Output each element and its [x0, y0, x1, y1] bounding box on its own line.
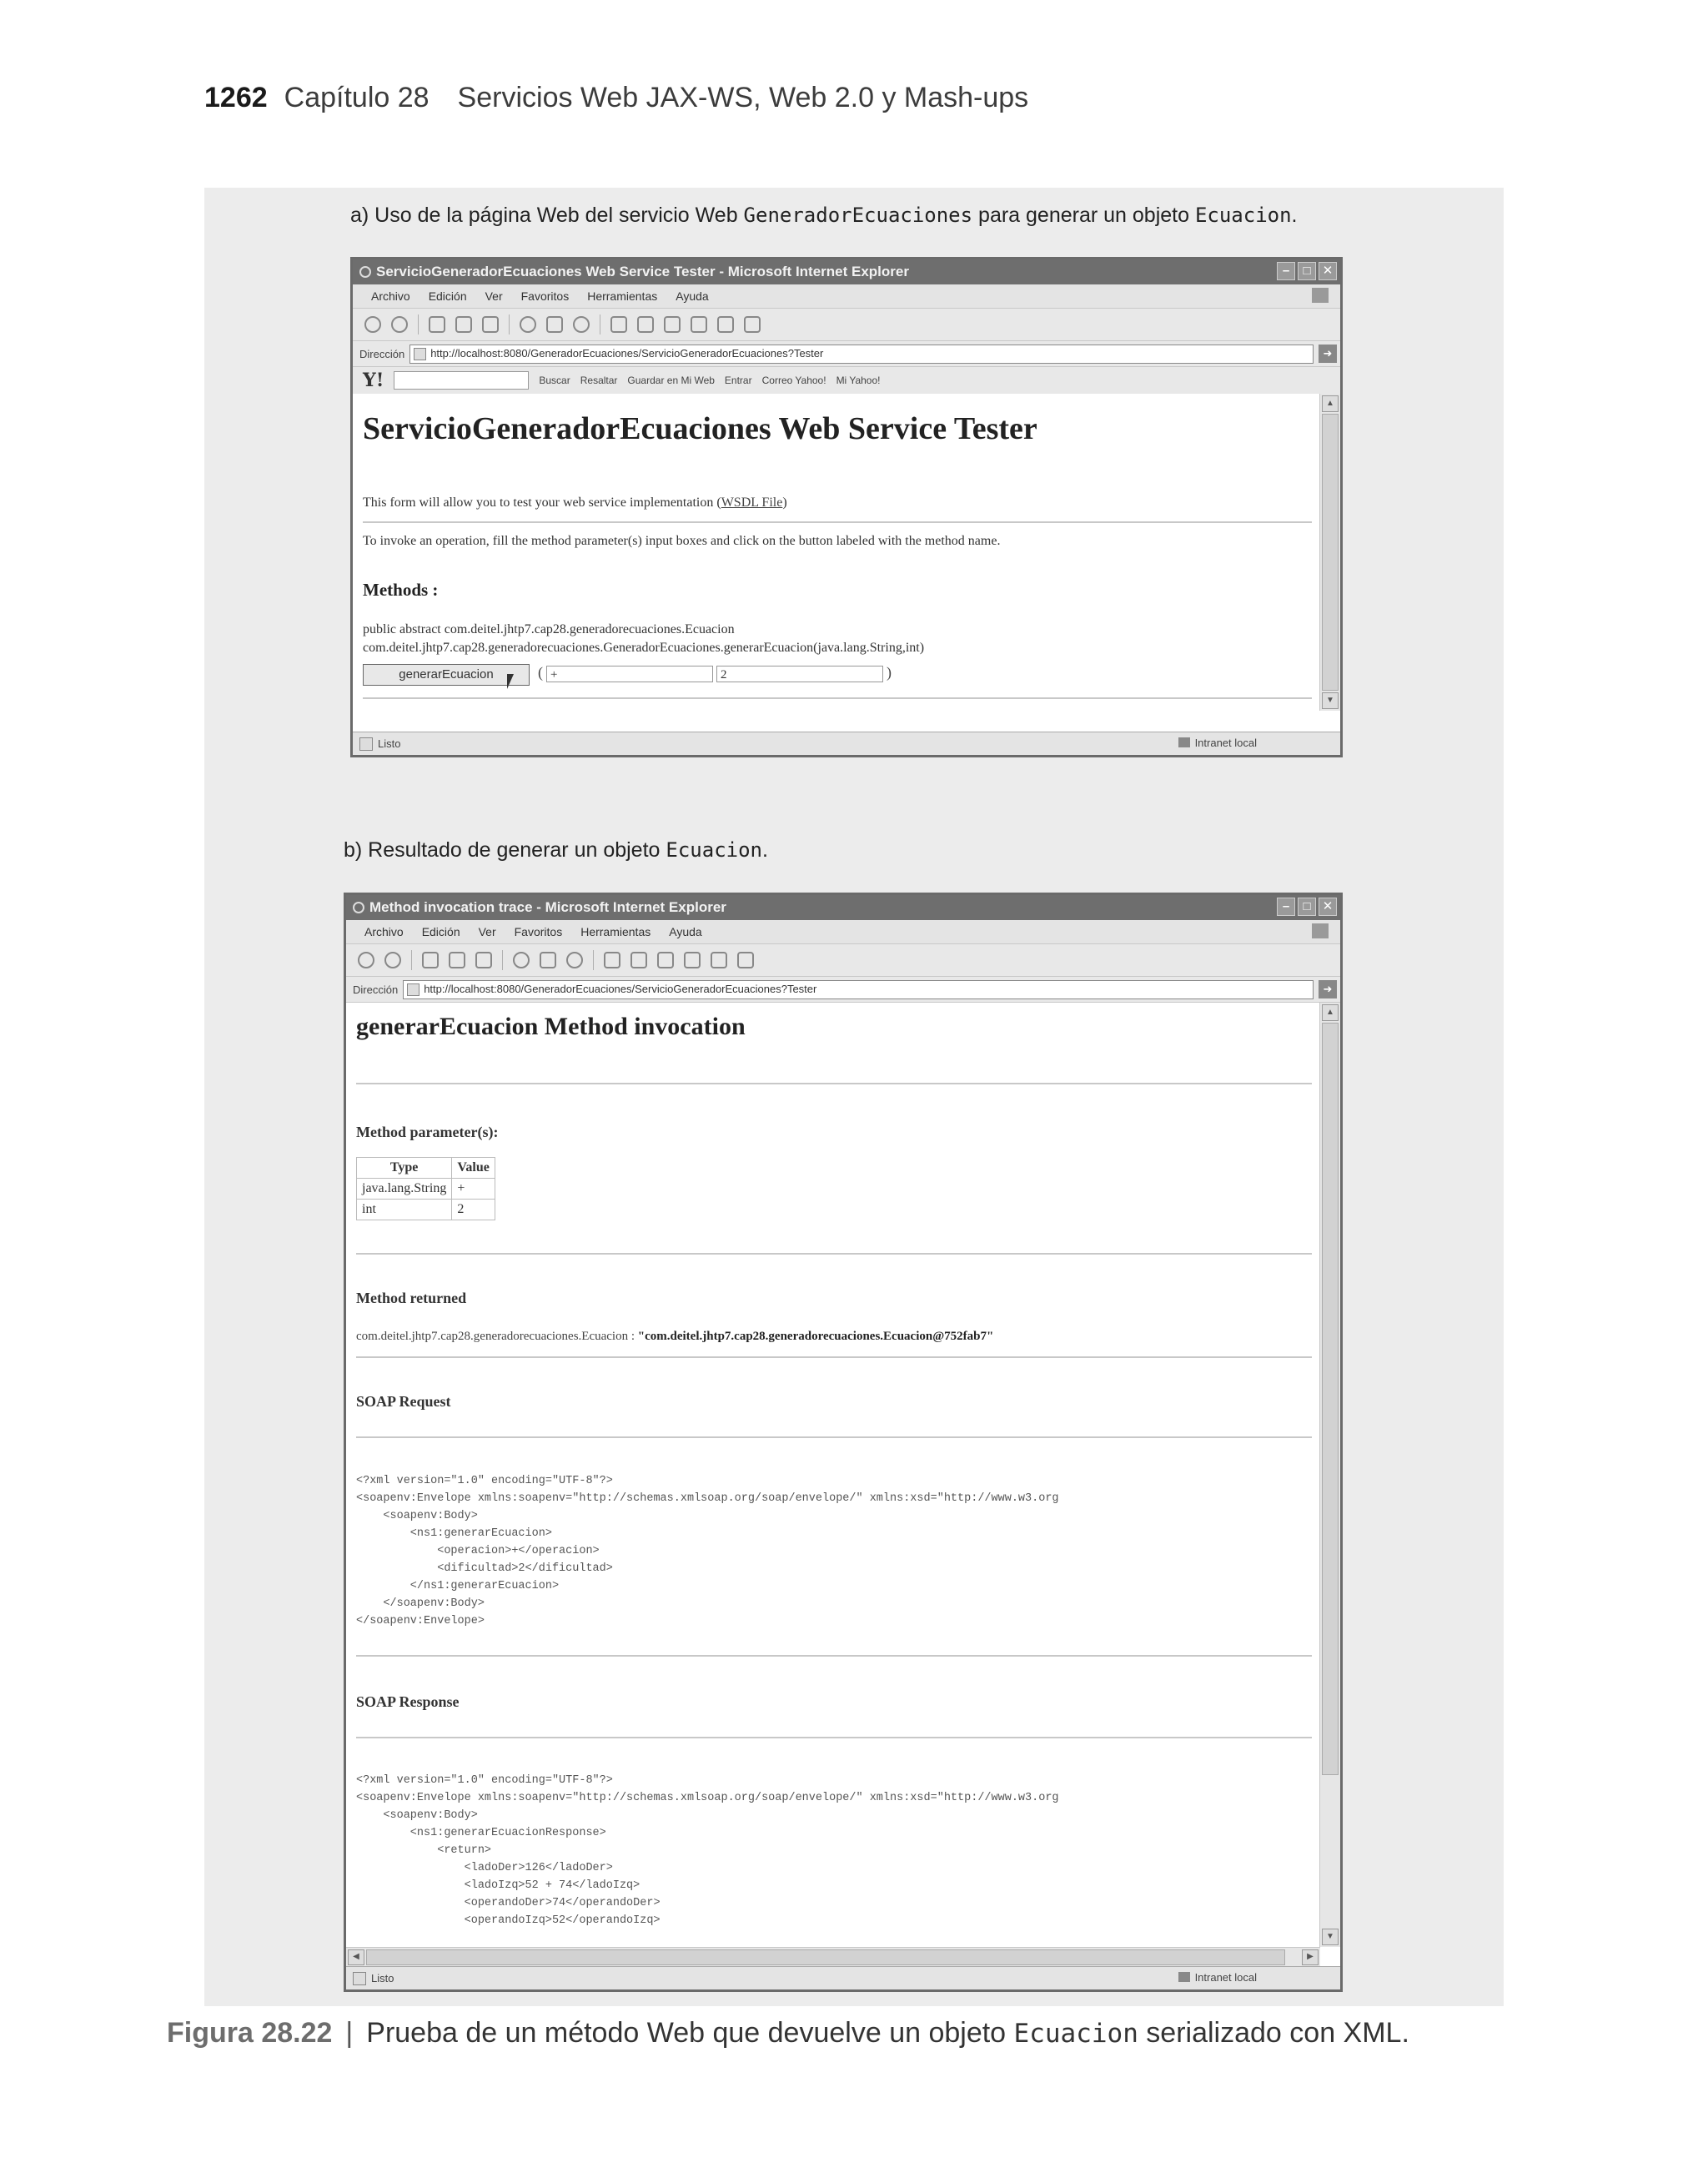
messenger-icon[interactable]	[711, 952, 727, 968]
minimize-icon[interactable]: –	[1277, 262, 1295, 280]
menu-bar	[353, 284, 1340, 309]
yahoo-my-yahoo[interactable]: Mi Yahoo!	[836, 375, 881, 386]
edit-icon[interactable]	[657, 952, 674, 968]
status-text: Listo	[378, 737, 401, 750]
yahoo-enter[interactable]: Entrar	[724, 375, 752, 386]
yahoo-highlight[interactable]: Resaltar	[580, 375, 618, 386]
mouse-cursor-icon	[507, 674, 518, 689]
soap-response-heading: SOAP Response	[356, 1693, 460, 1710]
intro-text: This form will allow you to test your web service implementation (WSDL File)	[363, 495, 787, 510]
menu-ver[interactable]: Ver	[485, 289, 503, 303]
method-signature-1: public abstract com.deitel.jhtp7.cap28.generadorecuaciones.Ecuacion	[363, 622, 735, 636]
refresh-icon[interactable]	[455, 316, 472, 333]
status-bar	[346, 1966, 1340, 1989]
close-icon[interactable]: ✕	[1319, 898, 1337, 916]
menu-archivo[interactable]: Archivo	[371, 289, 410, 303]
returned-heading: Method returned	[356, 1290, 467, 1306]
invocation-content	[346, 1003, 1320, 1947]
home-icon[interactable]	[475, 952, 492, 968]
address-label: Dirección	[353, 983, 399, 996]
address-bar	[346, 977, 1340, 1003]
ie-icon	[359, 266, 371, 278]
chapter-label: Capítulo 28	[284, 82, 430, 113]
menu-archivo[interactable]: Archivo	[364, 925, 404, 938]
invoke-instructions: To invoke an operation, fill the method parameter(s) input boxes and click on the button labeled with the method name.	[363, 534, 1001, 548]
maximize-icon[interactable]: □	[1298, 898, 1316, 916]
menu-edicion[interactable]: Edición	[428, 289, 467, 303]
favorites-icon[interactable]	[546, 316, 563, 333]
menu-favoritos[interactable]: Favoritos	[520, 289, 570, 303]
menu-ayuda[interactable]: Ayuda	[669, 925, 702, 938]
window-title: Method invocation trace - Microsoft Internet Explorer	[369, 899, 726, 915]
params-heading: Method parameter(s):	[356, 1124, 499, 1140]
page-icon	[414, 348, 426, 360]
history-icon[interactable]	[566, 952, 583, 968]
scroll-right-icon[interactable]: ▶	[1302, 1949, 1319, 1965]
menu-ver[interactable]: Ver	[478, 925, 496, 938]
search-icon[interactable]	[513, 952, 530, 968]
ie-icon	[353, 902, 364, 913]
maximize-icon[interactable]: □	[1298, 262, 1316, 280]
discuss-icon[interactable]	[691, 316, 707, 333]
messenger-icon[interactable]	[717, 316, 734, 333]
yahoo-search-input[interactable]	[394, 371, 529, 390]
vertical-scrollbar[interactable]	[1319, 394, 1340, 711]
refresh-icon[interactable]	[449, 952, 465, 968]
menu-bar	[346, 920, 1340, 944]
scroll-thumb[interactable]	[1322, 414, 1339, 691]
vertical-scrollbar[interactable]	[1319, 1003, 1340, 1947]
method-signature-2: com.deitel.jhtp7.cap28.generadorecuaciones.GeneradorEcuaciones.generarEcuacion(java.lang.String,int)	[363, 641, 925, 655]
table-row: int 2	[357, 1200, 495, 1220]
go-arrow-icon[interactable]: ➜	[1319, 980, 1337, 998]
windows-flag-icon	[1312, 923, 1329, 938]
methods-heading: Methods :	[363, 580, 439, 600]
yahoo-mail[interactable]: Correo Yahoo!	[761, 375, 826, 386]
print-icon[interactable]	[637, 316, 654, 333]
difficulty-input[interactable]: 2	[716, 666, 883, 682]
yahoo-toolbar	[353, 367, 1340, 395]
search-icon[interactable]	[520, 316, 536, 333]
address-bar	[353, 341, 1340, 367]
menu-edicion[interactable]: Edición	[421, 925, 460, 938]
stop-icon[interactable]	[422, 952, 439, 968]
browser-window-a	[350, 257, 1343, 757]
mail-icon[interactable]	[604, 952, 620, 968]
back-icon[interactable]	[358, 952, 374, 968]
page-status-icon	[359, 737, 373, 751]
menu-herramientas[interactable]: Herramientas	[587, 289, 658, 303]
page-title: generarEcuacion Method invocation	[356, 1013, 746, 1040]
figure-caption: Figura 28.22 | Prueba de un método Web que devuelve un objeto Ecuacion serializado con XML.	[167, 2017, 1409, 2049]
scroll-down-icon[interactable]: ▼	[1322, 692, 1339, 709]
window-title: ServicioGeneradorEcuaciones Web Service Tester - Microsoft Internet Explorer	[376, 264, 909, 279]
toolbar	[353, 309, 1340, 341]
close-icon[interactable]: ✕	[1319, 262, 1337, 280]
page-header	[204, 82, 1028, 114]
minimize-icon[interactable]: –	[1277, 898, 1295, 916]
soap-request-heading: SOAP Request	[356, 1393, 451, 1410]
forward-icon[interactable]	[384, 952, 401, 968]
table-row: java.lang.String +	[357, 1179, 495, 1200]
home-icon[interactable]	[482, 316, 499, 333]
address-label: Dirección	[359, 347, 405, 360]
research-icon[interactable]	[744, 316, 761, 333]
caption-b: b) Resultado de generar un objeto Ecuacion.	[344, 838, 768, 862]
security-zone: Intranet local	[1178, 1971, 1257, 1984]
scroll-left-icon[interactable]: ◀	[348, 1949, 364, 1965]
security-zone: Intranet local	[1178, 737, 1257, 749]
scroll-up-icon[interactable]: ▲	[1322, 395, 1339, 412]
toolbar	[346, 944, 1340, 977]
menu-herramientas[interactable]: Herramientas	[580, 925, 651, 938]
tester-content: ServicioGeneradorEcuaciones Web Service Tester This form will allow you to test your web service implementation (WSDL File) To invoke an operation, fill the method parameter(s) input boxes and click on the button labeled with the method name. Methods : public abstract com.deitel.jhtp7.cap28.generadorecuaciones.Ecuacion com.deitel.jhtp7.cap28.generadorecuaciones.GeneradorEcuaciones.generarEcuacion(java.lang.String,int) generarEcuacion ( + 2 )	[353, 394, 1320, 711]
yahoo-search-button[interactable]: Buscar	[539, 375, 570, 386]
figure-number: Figura 28.22	[167, 2017, 333, 2049]
windows-flag-icon	[1312, 288, 1329, 303]
status-bar	[353, 732, 1340, 755]
scroll-thumb[interactable]	[1322, 1023, 1339, 1775]
mail-icon[interactable]	[610, 316, 627, 333]
title-bar	[353, 259, 1340, 284]
page-number: 1262	[204, 82, 268, 113]
wsdl-link[interactable]: WSDL File	[721, 495, 783, 510]
page-status-icon	[353, 1972, 366, 1985]
table-header: Type	[357, 1158, 452, 1179]
horizontal-scrollbar[interactable]	[346, 1947, 1320, 1966]
caption-a: a) Uso de la página Web del servicio Web GeneradorEcuaciones para generar un objeto Ecuacion.	[350, 204, 1298, 227]
page-title: ServicioGeneradorEcuaciones Web Service Tester	[363, 411, 1037, 446]
title-bar	[346, 895, 1340, 920]
page-icon	[407, 983, 419, 996]
favorites-icon[interactable]	[540, 952, 556, 968]
menu-ayuda[interactable]: Ayuda	[676, 289, 709, 303]
generar-ecuacion-button[interactable]: generarEcuacion	[363, 664, 530, 686]
yahoo-logo[interactable]: Y!	[363, 370, 384, 391]
forward-icon[interactable]	[391, 316, 408, 333]
soap-request-xml: <?xml version="1.0" encoding="UTF-8"?> <soapenv:Envelope xmlns:soapenv="http://schemas.xmlsoap.org/soap/envelope/" xmlns:xsd="http://www.w3.org <soapenv:Body> <ns1:generarEcuacion> <operacion>+</operacion> <dificultad>2</dificultad> </ns1:generarEcuacion> </soapenv:Body> </soapenv:Envelope>	[356, 1475, 1059, 1627]
scroll-thumb-horizontal[interactable]	[366, 1949, 1285, 1965]
menu-favoritos[interactable]: Favoritos	[514, 925, 563, 938]
history-icon[interactable]	[573, 316, 590, 333]
address-input[interactable]: http://localhost:8080/GeneradorEcuaciones/ServicioGeneradorEcuaciones?Tester	[403, 980, 1314, 999]
address-input[interactable]: http://localhost:8080/GeneradorEcuaciones/ServicioGeneradorEcuaciones?Tester	[409, 345, 1314, 364]
scroll-up-icon[interactable]: ▲	[1322, 1004, 1339, 1021]
returned-value: com.deitel.jhtp7.cap28.generadorecuaciones.Ecuacion : "com.deitel.jhtp7.cap28.generadorecuaciones.Ecuacion@752fab7"	[356, 1330, 994, 1343]
soap-response-xml: <?xml version="1.0" encoding="UTF-8"?> <soapenv:Envelope xmlns:soapenv="http://schemas.xmlsoap.org/soap/envelope/" xmlns:xsd="http://www.w3.org <soapenv:Body> <ns1:generarEcuacionResponse> <return> <ladoDer>126</ladoDer> <ladoIzq>52 + 74</ladoIzq> <operandoDer>74</operandoDer> <operandoIzq>52</operandoIzq>	[356, 1774, 1059, 1927]
edit-icon[interactable]	[664, 316, 681, 333]
params-table	[356, 1157, 495, 1220]
stop-icon[interactable]	[429, 316, 445, 333]
discuss-icon[interactable]	[684, 952, 701, 968]
status-text: Listo	[371, 1972, 394, 1984]
back-icon[interactable]	[364, 316, 381, 333]
go-arrow-icon[interactable]: ➜	[1319, 345, 1337, 363]
scroll-down-icon[interactable]: ▼	[1322, 1929, 1339, 1945]
browser-window-b	[344, 893, 1343, 1992]
operation-input[interactable]: +	[546, 666, 713, 682]
chapter-title: Servicios Web JAX-WS, Web 2.0 y Mash-ups	[457, 82, 1029, 113]
print-icon[interactable]	[630, 952, 647, 968]
research-icon[interactable]	[737, 952, 754, 968]
table-header: Value	[452, 1158, 495, 1179]
yahoo-save[interactable]: Guardar en Mi Web	[627, 375, 715, 386]
